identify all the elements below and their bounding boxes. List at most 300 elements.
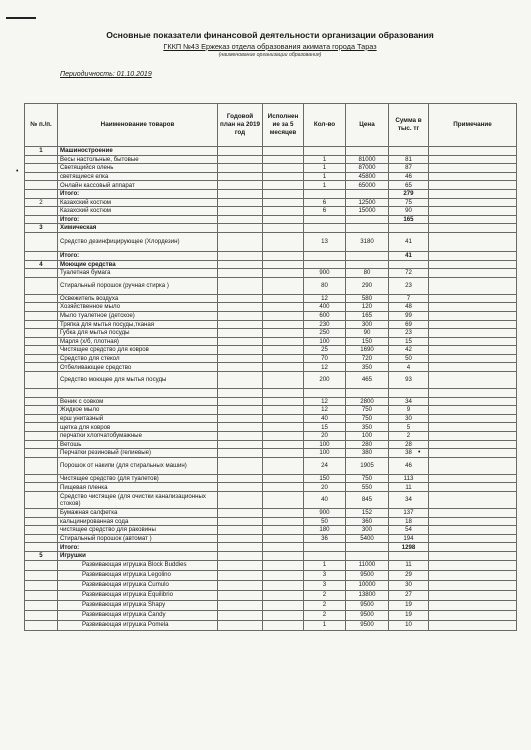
organization-name: ГККП №43 Ержеказ отдела образования акимата города Тараз — [163, 42, 377, 51]
cell-done — [263, 172, 304, 181]
header-num: № п./п. — [25, 104, 58, 147]
cell-name: Онлайн кассовый аппарат — [58, 181, 218, 190]
cell-price: 90 — [346, 329, 389, 338]
table-row — [25, 269, 517, 278]
cell-name: Стиральный порошок (автомат ) — [58, 534, 218, 543]
cell-qty: 400 — [304, 303, 346, 312]
cell-done — [263, 224, 304, 233]
cell-num — [25, 251, 58, 260]
table-row — [25, 509, 517, 518]
cell-num — [25, 600, 58, 610]
cell-sum: 18 — [389, 517, 429, 526]
header-name: Наименование товаров — [58, 104, 218, 147]
cell-name: Игрушки — [58, 551, 218, 560]
cell-price: 87000 — [346, 164, 389, 173]
cell-done — [263, 570, 304, 580]
table-row — [25, 303, 517, 312]
cell-price: 750 — [346, 474, 389, 483]
cell-done — [263, 260, 304, 269]
cell-plan — [218, 397, 263, 406]
cell-price: 720 — [346, 354, 389, 363]
cell-done — [263, 372, 304, 389]
table-row — [25, 440, 517, 449]
cell-sum: 65 — [389, 181, 429, 190]
cell-done — [263, 543, 304, 552]
cell-price: 150 — [346, 337, 389, 346]
cell-plan — [218, 172, 263, 181]
cell-qty: 2 — [304, 590, 346, 600]
table-row — [25, 198, 517, 207]
cell-sum: 46 — [389, 457, 429, 474]
cell-name: Туалетная бумага — [58, 269, 218, 278]
cell-qty: 100 — [304, 337, 346, 346]
cell-num — [25, 526, 58, 535]
cell-price: 350 — [346, 423, 389, 432]
table-row — [25, 260, 517, 269]
cell-num — [25, 207, 58, 216]
cell-plan — [218, 181, 263, 190]
cell-plan — [218, 457, 263, 474]
cell-sum: 23 — [389, 329, 429, 338]
cell-qty: 13 — [304, 232, 346, 251]
cell-price: 845 — [346, 492, 389, 509]
cell-qty: 180 — [304, 526, 346, 535]
cell-note — [429, 147, 517, 156]
cell-price: 65000 — [346, 181, 389, 190]
cell-note — [429, 303, 517, 312]
cell-price: 45800 — [346, 172, 389, 181]
cell-qty — [304, 147, 346, 156]
cell-num — [25, 164, 58, 173]
cell-name: Развивающая игрушка Candy — [58, 610, 218, 620]
cell-name: Казахский костюм — [58, 198, 218, 207]
cell-num — [25, 423, 58, 432]
cell-num — [25, 311, 58, 320]
cell-name: Итого: — [58, 543, 218, 552]
cell-note — [429, 251, 517, 260]
cell-qty: 2 — [304, 610, 346, 620]
cell-done — [263, 551, 304, 560]
table-row — [25, 534, 517, 543]
cell-num — [25, 172, 58, 181]
table-row — [25, 517, 517, 526]
cell-qty: 25 — [304, 346, 346, 355]
cell-num — [25, 560, 58, 570]
cell-note — [429, 329, 517, 338]
cell-qty: 900 — [304, 269, 346, 278]
cell-done — [263, 277, 304, 294]
cell-num — [25, 543, 58, 552]
cell-qty: 1 — [304, 172, 346, 181]
cell-done — [263, 363, 304, 372]
cell-num — [25, 414, 58, 423]
cell-sum: 23 — [389, 277, 429, 294]
table-row — [25, 181, 517, 190]
cell-plan — [218, 189, 263, 198]
cell-num — [25, 517, 58, 526]
cell-plan — [218, 620, 263, 630]
cell-plan — [218, 406, 263, 415]
cell-done — [263, 155, 304, 164]
cell-sum — [389, 147, 429, 156]
cell-name: Развивающая игрушка Shapy — [58, 600, 218, 610]
cell-price: 465 — [346, 372, 389, 389]
cell-num — [25, 294, 58, 303]
cell-note — [429, 277, 517, 294]
cell-name: кальцинированная сода — [58, 517, 218, 526]
cell-num — [25, 492, 58, 509]
cell-note — [429, 181, 517, 190]
cell-name: светящиеся елка — [58, 172, 218, 181]
cell-plan — [218, 337, 263, 346]
organization-note: (наименование организации образования) — [218, 52, 322, 58]
header-price: Цена — [346, 104, 389, 147]
cell-plan — [218, 372, 263, 389]
table-row — [25, 224, 517, 233]
cell-name: Средство моющее для мытья посуды — [58, 372, 218, 389]
cell-sum: 279 — [389, 189, 429, 198]
cell-price — [346, 189, 389, 198]
table-row — [25, 432, 517, 441]
table-row — [25, 551, 517, 560]
cell-plan — [218, 432, 263, 441]
cell-num — [25, 457, 58, 474]
cell-done — [263, 610, 304, 620]
cell-qty: 24 — [304, 457, 346, 474]
cell-num — [25, 474, 58, 483]
cell-note — [429, 164, 517, 173]
table-row — [25, 207, 517, 216]
cell-name: Перчатки резиновый (гелиевые) — [58, 449, 218, 458]
cell-done — [263, 215, 304, 224]
cell-price: 580 — [346, 294, 389, 303]
cell-plan — [218, 423, 263, 432]
cell-sum: 9 — [389, 406, 429, 415]
cell-sum — [389, 224, 429, 233]
cell-num — [25, 372, 58, 389]
cell-qty — [304, 551, 346, 560]
cell-qty — [304, 224, 346, 233]
table-row — [25, 311, 517, 320]
cell-price — [346, 147, 389, 156]
cell-num — [25, 320, 58, 329]
cell-done — [263, 269, 304, 278]
table-row — [25, 232, 517, 251]
cell-qty: 900 — [304, 509, 346, 518]
cell-price: 3180 — [346, 232, 389, 251]
cell-qty: 6 — [304, 207, 346, 216]
cell-num: 3 — [25, 224, 58, 233]
cell-sum: 34 — [389, 492, 429, 509]
cell-done — [263, 560, 304, 570]
cell-num — [25, 389, 58, 398]
cell-done — [263, 329, 304, 338]
cell-plan — [218, 570, 263, 580]
cell-name: Итого: — [58, 215, 218, 224]
cell-qty: 3 — [304, 570, 346, 580]
cell-done — [263, 164, 304, 173]
cell-qty: 12 — [304, 397, 346, 406]
cell-sum: 137 — [389, 509, 429, 518]
cell-note — [429, 570, 517, 580]
cell-name: Стиральный порошок (ручная стирка ) — [58, 277, 218, 294]
header-note: Примечание — [429, 104, 517, 147]
cell-price: 1690 — [346, 346, 389, 355]
cell-sum: 15 — [389, 337, 429, 346]
cell-plan — [218, 449, 263, 458]
cell-num — [25, 189, 58, 198]
cell-num — [25, 509, 58, 518]
cell-name: Казахский костюм — [58, 207, 218, 216]
cell-done — [263, 406, 304, 415]
cell-num — [25, 303, 58, 312]
cell-name: Итого: — [58, 251, 218, 260]
cell-sum: 1298 — [389, 543, 429, 552]
table-row — [25, 600, 517, 610]
cell-sum: 42 — [389, 346, 429, 355]
cell-price — [346, 389, 389, 398]
cell-note — [429, 207, 517, 216]
cell-name: Развивающая игрушка Block Buddies — [58, 560, 218, 570]
cell-sum: 69 — [389, 320, 429, 329]
cell-done — [263, 483, 304, 492]
cell-price: 380 — [346, 449, 389, 458]
cell-num: 2 — [25, 198, 58, 207]
cell-qty: 12 — [304, 406, 346, 415]
cell-sum: 41 — [389, 232, 429, 251]
cell-done — [263, 189, 304, 198]
document-title: Основные показатели финансовой деятельности организации образования — [106, 30, 434, 40]
cell-qty — [304, 543, 346, 552]
cell-plan — [218, 526, 263, 535]
table-row — [25, 414, 517, 423]
cell-num — [25, 432, 58, 441]
cell-sum: 99 — [389, 311, 429, 320]
cell-plan — [218, 363, 263, 372]
cell-done — [263, 232, 304, 251]
cell-plan — [218, 224, 263, 233]
table-row — [25, 610, 517, 620]
cell-note — [429, 269, 517, 278]
cell-done — [263, 414, 304, 423]
cell-num — [25, 534, 58, 543]
cell-plan — [218, 590, 263, 600]
cell-note — [429, 543, 517, 552]
cell-num — [25, 449, 58, 458]
table-row — [25, 189, 517, 198]
cell-num — [25, 354, 58, 363]
cell-qty — [304, 189, 346, 198]
table-header-row — [25, 104, 517, 147]
table-row — [25, 457, 517, 474]
cell-num — [25, 346, 58, 355]
cell-plan — [218, 354, 263, 363]
cell-note — [429, 483, 517, 492]
cell-qty: 12 — [304, 363, 346, 372]
cell-num — [25, 570, 58, 580]
cell-note — [429, 189, 517, 198]
table-row — [25, 320, 517, 329]
table-row — [25, 164, 517, 173]
cell-qty: 1 — [304, 181, 346, 190]
cell-plan — [218, 560, 263, 570]
cell-done — [263, 198, 304, 207]
cell-plan — [218, 311, 263, 320]
cell-num: 1 — [25, 147, 58, 156]
cell-plan — [218, 155, 263, 164]
table-row — [25, 337, 517, 346]
cell-note — [429, 320, 517, 329]
cell-done — [263, 620, 304, 630]
cell-name — [58, 389, 218, 398]
cell-note — [429, 534, 517, 543]
cell-note — [429, 363, 517, 372]
cell-sum: 72 — [389, 269, 429, 278]
cell-qty: 1 — [304, 560, 346, 570]
cell-num — [25, 580, 58, 590]
cell-sum: 27 — [389, 590, 429, 600]
cell-price: 165 — [346, 311, 389, 320]
cell-name: Губка для мытья посуды — [58, 329, 218, 338]
table-row — [25, 372, 517, 389]
cell-name: Веник с совком — [58, 397, 218, 406]
cell-sum: 75 — [389, 198, 429, 207]
cell-name: Развивающая игрушка Legolino — [58, 570, 218, 580]
cell-num — [25, 406, 58, 415]
cell-done — [263, 580, 304, 590]
cell-note — [429, 492, 517, 509]
cell-name: Развивающая игрушка Cumulo — [58, 580, 218, 590]
cell-note — [429, 155, 517, 164]
cell-done — [263, 181, 304, 190]
cell-sum: 29 — [389, 570, 429, 580]
table-row — [25, 329, 517, 338]
cell-qty: 70 — [304, 354, 346, 363]
cell-done — [263, 320, 304, 329]
margin-dot: • — [16, 168, 19, 175]
cell-price — [346, 543, 389, 552]
cell-name: Средство для стекол — [58, 354, 218, 363]
table-row — [25, 346, 517, 355]
cell-num — [25, 620, 58, 630]
cell-plan — [218, 147, 263, 156]
cell-price: 5400 — [346, 534, 389, 543]
cell-note — [429, 474, 517, 483]
cell-sum: 87 — [389, 164, 429, 173]
cell-num — [25, 337, 58, 346]
cell-price — [346, 251, 389, 260]
cell-price — [346, 215, 389, 224]
cell-note — [429, 172, 517, 181]
cell-price — [346, 551, 389, 560]
cell-num: 5 — [25, 551, 58, 560]
cell-note — [429, 397, 517, 406]
cell-num — [25, 440, 58, 449]
cell-sum — [389, 551, 429, 560]
table-row — [25, 590, 517, 600]
cell-note — [429, 198, 517, 207]
cell-note — [429, 406, 517, 415]
table-row — [25, 147, 517, 156]
cell-qty: 12 — [304, 294, 346, 303]
cell-done — [263, 457, 304, 474]
cell-note — [429, 337, 517, 346]
cell-price: 350 — [346, 363, 389, 372]
margin-tick: • — [418, 449, 421, 456]
cell-num — [25, 363, 58, 372]
cell-done — [263, 346, 304, 355]
cell-price: 9500 — [346, 610, 389, 620]
cell-sum: 38 — [389, 449, 429, 458]
cell-qty — [304, 260, 346, 269]
cell-price: 11000 — [346, 560, 389, 570]
cell-qty: 50 — [304, 517, 346, 526]
cell-name: Пищевая пленка — [58, 483, 218, 492]
cell-price: 80 — [346, 269, 389, 278]
cell-num — [25, 483, 58, 492]
cell-price: 120 — [346, 303, 389, 312]
table-row — [25, 449, 517, 458]
cell-sum: 11 — [389, 483, 429, 492]
cell-price: 290 — [346, 277, 389, 294]
table-row — [25, 155, 517, 164]
cell-sum: 4 — [389, 363, 429, 372]
cell-plan — [218, 277, 263, 294]
cell-done — [263, 432, 304, 441]
cell-qty: 1 — [304, 620, 346, 630]
cell-note — [429, 224, 517, 233]
header-done: Исполнен ие за 5 месяцев — [263, 104, 304, 147]
cell-note — [429, 526, 517, 535]
cell-sum: 11 — [389, 560, 429, 570]
cell-sum: 28 — [389, 440, 429, 449]
cell-price: 750 — [346, 414, 389, 423]
table-row — [25, 172, 517, 181]
cell-qty: 230 — [304, 320, 346, 329]
cell-plan — [218, 294, 263, 303]
cell-note — [429, 620, 517, 630]
cell-sum: 7 — [389, 294, 429, 303]
cell-name: Тряпка для мытья посуды,тканая — [58, 320, 218, 329]
cell-sum: 93 — [389, 372, 429, 389]
cell-qty: 40 — [304, 492, 346, 509]
cell-name: Машиностроение — [58, 147, 218, 156]
cell-note — [429, 294, 517, 303]
cell-name: Итого: — [58, 189, 218, 198]
cell-done — [263, 440, 304, 449]
cell-done — [263, 509, 304, 518]
cell-plan — [218, 483, 263, 492]
cell-plan — [218, 492, 263, 509]
cell-num — [25, 329, 58, 338]
cell-qty: 150 — [304, 474, 346, 483]
cell-done — [263, 354, 304, 363]
cell-num — [25, 215, 58, 224]
cell-plan — [218, 269, 263, 278]
cell-done — [263, 251, 304, 260]
cell-note — [429, 260, 517, 269]
cell-qty: 1 — [304, 155, 346, 164]
table-row — [25, 483, 517, 492]
cell-price: 300 — [346, 320, 389, 329]
table-row — [25, 560, 517, 570]
table-row — [25, 492, 517, 509]
cell-qty: 20 — [304, 432, 346, 441]
cell-plan — [218, 207, 263, 216]
cell-sum: 19 — [389, 600, 429, 610]
table-row — [25, 397, 517, 406]
cell-name: Хозяйственное мыло — [58, 303, 218, 312]
